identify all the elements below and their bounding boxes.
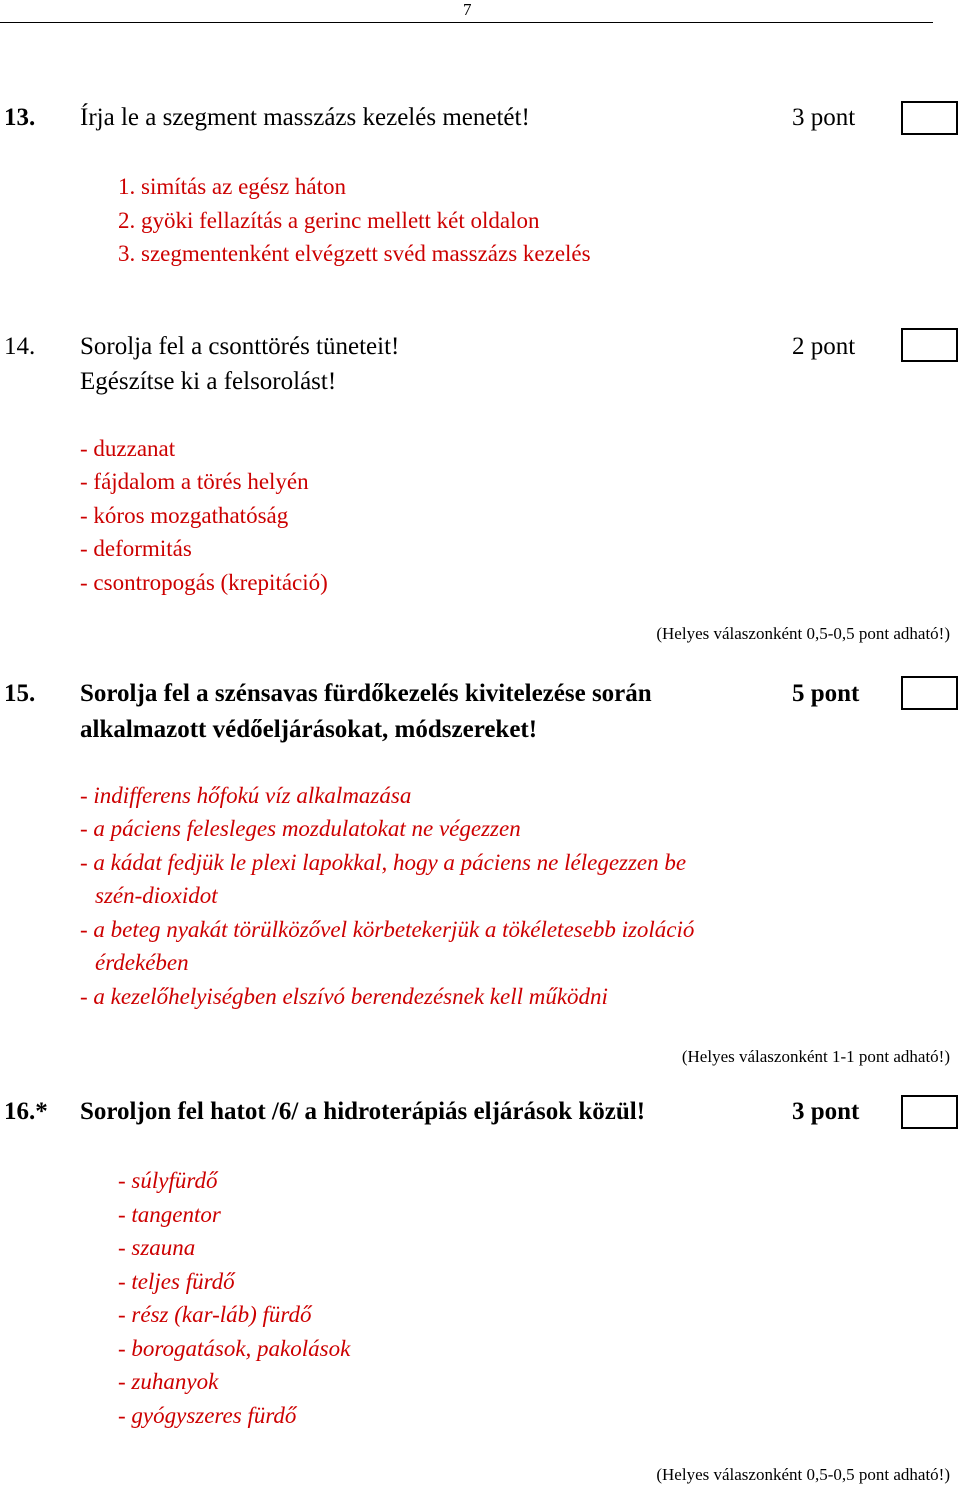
header-divider [0,22,933,23]
question-14-number: 14. [4,333,36,360]
question-16-score-box[interactable] [901,1095,958,1129]
question-13-points: 3 pont [792,104,856,131]
question-14-text-2: Egészítse ki a felsorolást! [80,368,337,395]
page-number: 7 [463,0,472,19]
question-13-answer-2: 2. gyöki fellazítás a gerinc mellett két oldalon [118,208,540,233]
question-13-answer-1: 1. simítás az egész háton [118,174,347,199]
question-13-answer-3: 3. szegmentenként elvégzett svéd masszázs kezelés [118,241,591,266]
question-15-answer-3: - a kádat fedjük le plexi lapokkal, hogy a páciens ne lélegezzen be [80,850,687,875]
question-16-answer-8: - gyógyszeres fürdő [118,1403,297,1428]
question-16-points: 3 pont [792,1098,860,1125]
question-16-answer-1: - súlyfürdő [118,1168,218,1193]
question-14-answer-3: - kóros mozgathatóság [80,503,289,528]
question-14-answer-1: - duzzanat [80,436,176,461]
question-15-answer-1: - indifferens hőfokú víz alkalmazása [80,783,412,808]
question-13-text: Írja le a szegment masszázs kezelés menetét! [80,104,530,131]
question-15-answer-2: - a páciens felesleges mozdulatokat ne végezzen [80,816,521,841]
question-15-points: 5 pont [792,680,860,707]
question-16-answer-3: - szauna [118,1235,196,1260]
question-16-answer-5: - rész (kar-láb) fürdő [118,1302,312,1327]
question-15-score-box[interactable] [901,676,958,710]
question-14-text: Sorolja fel a csonttörés tüneteit! [80,333,400,360]
question-16-number: 16.* [4,1098,48,1125]
question-14-points: 2 pont [792,333,856,360]
question-16-answer-7: - zuhanyok [118,1369,219,1394]
question-15-answer-4: - a beteg nyakát törülközővel körbetekerjük a tökéletesebb izoláció [80,917,695,942]
question-16-answer-4: - teljes fürdő [118,1269,235,1294]
question-15-number: 15. [4,680,36,707]
question-16-scoring-note: (Helyes válaszonként 0,5-0,5 pont adható!) [656,1465,950,1484]
question-14-scoring-note: (Helyes válaszonként 0,5-0,5 pont adható!) [656,624,950,643]
question-15-text: Sorolja fel a szénsavas fürdőkezelés kivitelezése során [80,680,652,707]
question-15-answer-5: - a kezelőhelyiségben elszívó berendezésnek kell működni [80,984,608,1009]
question-15-answer-4-cont: érdekében [95,950,189,975]
question-16-answer-6: - borogatások, pakolások [118,1336,351,1361]
question-13-score-box[interactable] [901,101,958,135]
question-15-answer-3-cont: szén-dioxidot [95,883,218,908]
question-14-answer-4: - deformitás [80,536,192,561]
question-13-number: 13. [4,104,36,131]
question-14-answer-5: - csontropogás (krepitáció) [80,570,328,595]
question-14-answer-2: - fájdalom a törés helyén [80,469,309,494]
question-14-score-box[interactable] [901,328,958,362]
question-16-answer-2: - tangentor [118,1202,221,1227]
question-16-text: Soroljon fel hatot /6/ a hidroterápiás eljárások közül! [80,1098,646,1125]
question-15-text-2: alkalmazott védőeljárásokat, módszereket! [80,716,538,743]
question-15-scoring-note: (Helyes válaszonként 1-1 pont adható!) [681,1047,950,1066]
